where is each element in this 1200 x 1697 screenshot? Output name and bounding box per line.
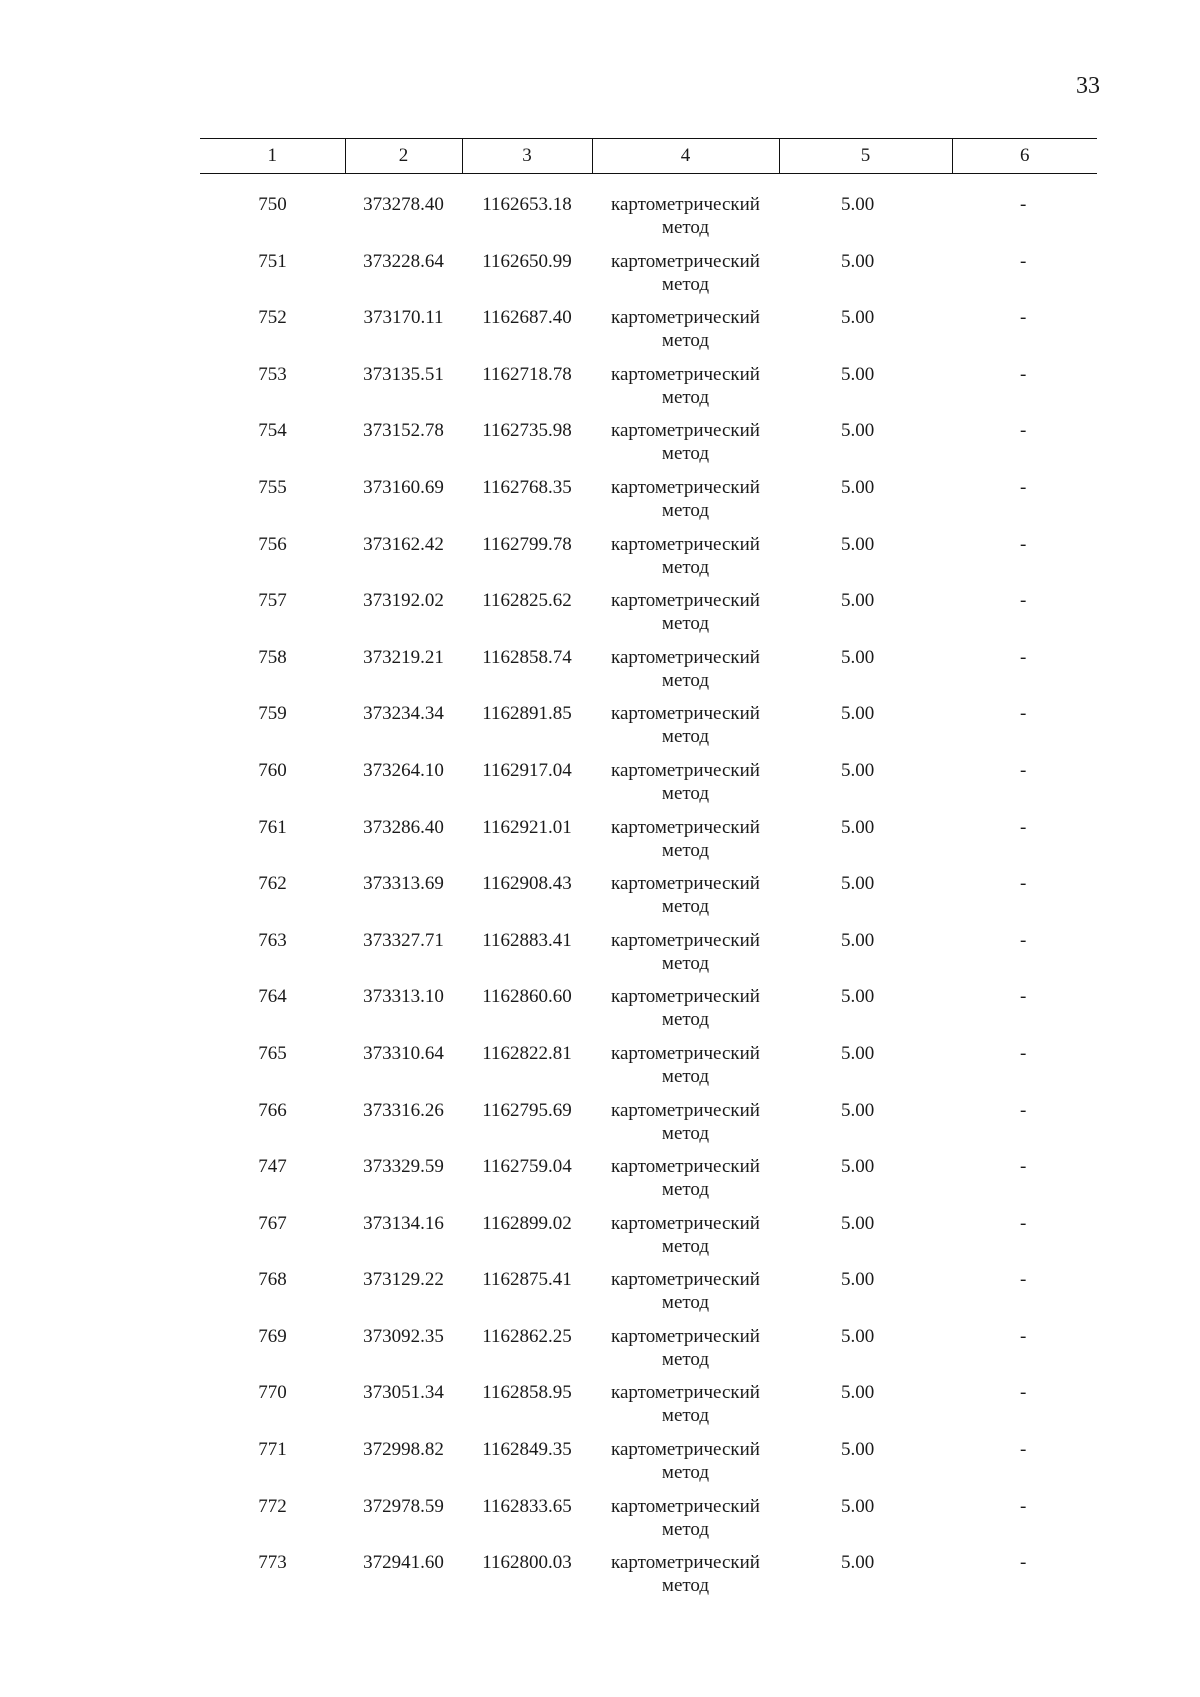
note-cell: - (1020, 533, 1027, 555)
method-line-2: метод (661, 1065, 710, 1087)
point-number-cell: 760 (258, 759, 287, 781)
x-coordinate-cell: 373092.35 (363, 1325, 444, 1347)
method-cell (592, 476, 779, 533)
x-coordinate-cell: 373313.69 (363, 873, 444, 895)
method-line-2: метод (661, 669, 710, 691)
note-cell: - (1020, 1439, 1027, 1461)
note-cell: - (1020, 363, 1027, 385)
method-line-2: метод (661, 1462, 710, 1484)
accuracy-cell: 5.00 (841, 1212, 875, 1234)
method-line-1: картометрический (611, 1212, 760, 1234)
method-line-1: картометрический (611, 1439, 760, 1461)
note-cell: - (1020, 986, 1027, 1008)
x-coordinate-cell: 372978.59 (363, 1495, 444, 1517)
method-line-1: картометрический (611, 1552, 760, 1574)
method-line-1: картометрический (611, 1156, 760, 1178)
point-number-cell: 763 (258, 929, 287, 951)
method-line-2: метод (661, 330, 710, 352)
y-coordinate-cell: 1162799.78 (482, 533, 572, 555)
note-cell: - (1020, 1325, 1027, 1347)
table-row (200, 1495, 1097, 1552)
method-line-1: картометрический (611, 420, 760, 442)
y-coordinate-cell: 1162650.99 (482, 250, 572, 272)
method-cell (592, 363, 779, 420)
note-cell: - (1020, 929, 1027, 951)
x-coordinate-cell: 373327.71 (363, 929, 444, 951)
method-line-1: картометрический (611, 759, 760, 781)
y-coordinate-cell: 1162735.98 (482, 420, 572, 442)
point-number-cell: 754 (258, 420, 287, 442)
method-cell (592, 646, 779, 703)
y-coordinate-cell: 1162917.04 (482, 759, 572, 781)
method-cell (592, 306, 779, 363)
accuracy-cell: 5.00 (841, 929, 875, 951)
x-coordinate-cell: 372998.82 (363, 1439, 444, 1461)
point-number-cell: 755 (258, 476, 287, 498)
accuracy-cell: 5.00 (841, 1269, 875, 1291)
y-coordinate-cell: 1162862.25 (482, 1325, 572, 1347)
y-coordinate-cell: 1162833.65 (482, 1495, 572, 1517)
method-line-2: метод (661, 1235, 710, 1257)
note-cell: - (1020, 1552, 1027, 1574)
table-row (200, 250, 1097, 307)
y-coordinate-cell: 1162718.78 (482, 363, 572, 385)
note-cell: - (1020, 873, 1027, 895)
method-line-1: картометрический (611, 250, 760, 272)
accuracy-cell: 5.00 (841, 1156, 875, 1178)
column-header-4: 4 (592, 139, 779, 174)
y-coordinate-cell: 1162875.41 (482, 1269, 572, 1291)
method-line-2: метод (661, 782, 710, 804)
x-coordinate-cell: 373135.51 (363, 363, 444, 385)
note-cell: - (1020, 590, 1027, 612)
x-coordinate-cell: 373329.59 (363, 1156, 444, 1178)
y-coordinate-cell: 1162800.03 (482, 1552, 572, 1574)
column-header-2: 2 (345, 139, 462, 174)
method-line-2: метод (661, 1518, 710, 1540)
point-number-cell: 765 (258, 1042, 287, 1064)
method-line-2: метод (661, 952, 710, 974)
y-coordinate-cell: 1162860.60 (482, 986, 572, 1008)
note-cell: - (1020, 1042, 1027, 1064)
table-row (200, 363, 1097, 420)
note-cell: - (1020, 759, 1027, 781)
table-row (200, 646, 1097, 703)
method-line-1: картометрический (611, 816, 760, 838)
method-line-1: картометрический (611, 590, 760, 612)
note-cell: - (1020, 1495, 1027, 1517)
method-cell (592, 1495, 779, 1552)
method-cell (592, 929, 779, 986)
y-coordinate-cell: 1162858.74 (482, 646, 572, 668)
method-line-1: картометрический (611, 703, 760, 725)
note-cell: - (1020, 250, 1027, 272)
point-number-cell: 769 (258, 1325, 287, 1347)
table-row (200, 1042, 1097, 1099)
note-cell: - (1020, 476, 1027, 498)
table-row (200, 929, 1097, 986)
table-row (200, 476, 1097, 533)
coordinates-table (200, 138, 1097, 1608)
method-line-1: картометрический (611, 646, 760, 668)
table-row (200, 1438, 1097, 1495)
accuracy-cell: 5.00 (841, 646, 875, 668)
y-coordinate-cell: 1162687.40 (482, 307, 572, 329)
method-line-2: метод (661, 613, 710, 635)
point-number-cell: 758 (258, 646, 287, 668)
method-cell (592, 702, 779, 759)
y-coordinate-cell: 1162849.35 (482, 1439, 572, 1461)
point-number-cell: 766 (258, 1099, 287, 1121)
table-row (200, 174, 1097, 250)
method-line-1: картометрический (611, 873, 760, 895)
accuracy-cell: 5.00 (841, 250, 875, 272)
point-number-cell: 764 (258, 986, 287, 1008)
point-number-cell: 767 (258, 1212, 287, 1234)
method-cell (592, 1438, 779, 1495)
y-coordinate-cell: 1162891.85 (482, 703, 572, 725)
note-cell: - (1020, 1099, 1027, 1121)
y-coordinate-cell: 1162768.35 (482, 476, 572, 498)
method-line-2: метод (661, 726, 710, 748)
point-number-cell: 752 (258, 307, 287, 329)
method-line-2: метод (661, 1405, 710, 1427)
method-line-2: метод (661, 386, 710, 408)
point-number-cell: 759 (258, 703, 287, 725)
y-coordinate-cell: 1162759.04 (482, 1156, 572, 1178)
y-coordinate-cell: 1162921.01 (482, 816, 572, 838)
accuracy-cell: 5.00 (841, 1495, 875, 1517)
column-header-1: 1 (200, 139, 345, 174)
column-header-3: 3 (462, 139, 592, 174)
table-row (200, 816, 1097, 873)
table-row (200, 533, 1097, 590)
method-cell (592, 1042, 779, 1099)
point-number-cell: 770 (258, 1382, 287, 1404)
x-coordinate-cell: 373170.11 (363, 307, 444, 329)
x-coordinate-cell: 373219.21 (363, 646, 444, 668)
point-number-cell: 772 (258, 1495, 287, 1517)
table-row (200, 1551, 1097, 1608)
x-coordinate-cell: 372941.60 (363, 1552, 444, 1574)
y-coordinate-cell: 1162822.81 (482, 1042, 572, 1064)
method-line-1: картометрический (611, 1495, 760, 1517)
method-line-2: метод (661, 1179, 710, 1201)
x-coordinate-cell: 373160.69 (363, 476, 444, 498)
x-coordinate-cell: 373310.64 (363, 1042, 444, 1064)
point-number-cell: 751 (258, 250, 287, 272)
method-line-2: метод (661, 896, 710, 918)
accuracy-cell: 5.00 (841, 194, 875, 215)
note-cell: - (1020, 194, 1027, 215)
point-number-cell: 750 (258, 194, 287, 215)
y-coordinate-cell: 1162899.02 (482, 1212, 572, 1234)
accuracy-cell: 5.00 (841, 1382, 875, 1404)
table-row (200, 1381, 1097, 1438)
accuracy-cell: 5.00 (841, 816, 875, 838)
method-line-1: картометрический (611, 1269, 760, 1291)
accuracy-cell: 5.00 (841, 986, 875, 1008)
x-coordinate-cell: 373051.34 (363, 1382, 444, 1404)
method-line-1: картометрический (611, 533, 760, 555)
table-row (200, 589, 1097, 646)
method-cell (592, 985, 779, 1042)
method-cell (592, 1212, 779, 1269)
method-cell (592, 1099, 779, 1156)
point-number-cell: 762 (258, 873, 287, 895)
y-coordinate-cell: 1162883.41 (482, 929, 572, 951)
table-row (200, 872, 1097, 929)
method-cell (592, 759, 779, 816)
table-header-row (200, 139, 1097, 174)
accuracy-cell: 5.00 (841, 759, 875, 781)
x-coordinate-cell: 373264.10 (363, 759, 444, 781)
point-number-cell: 768 (258, 1269, 287, 1291)
x-coordinate-cell: 373228.64 (363, 250, 444, 272)
method-cell (592, 1381, 779, 1438)
table-row (200, 1325, 1097, 1382)
table-row (200, 759, 1097, 816)
method-cell (592, 533, 779, 590)
accuracy-cell: 5.00 (841, 363, 875, 385)
method-cell (592, 872, 779, 929)
table-row (200, 1212, 1097, 1269)
x-coordinate-cell: 373316.26 (363, 1099, 444, 1121)
accuracy-cell: 5.00 (841, 1439, 875, 1461)
coordinates-table-container (200, 138, 1097, 1608)
table-row (200, 306, 1097, 363)
method-cell (592, 816, 779, 873)
method-line-2: метод (661, 499, 710, 521)
method-line-2: метод (661, 217, 710, 238)
note-cell: - (1020, 1156, 1027, 1178)
y-coordinate-cell: 1162653.18 (482, 194, 572, 215)
table-row (200, 985, 1097, 1042)
x-coordinate-cell: 373152.78 (363, 420, 444, 442)
method-line-2: метод (661, 273, 710, 295)
method-line-1: картометрический (611, 1099, 760, 1121)
method-line-1: картометрический (611, 1042, 760, 1064)
method-cell (592, 1551, 779, 1608)
accuracy-cell: 5.00 (841, 476, 875, 498)
method-line-2: метод (661, 839, 710, 861)
note-cell: - (1020, 307, 1027, 329)
method-line-1: картометрический (611, 476, 760, 498)
method-cell (592, 419, 779, 476)
method-cell (592, 250, 779, 307)
table-row (200, 702, 1097, 759)
method-line-1: картометрический (611, 986, 760, 1008)
x-coordinate-cell: 373162.42 (363, 533, 444, 555)
accuracy-cell: 5.00 (841, 1042, 875, 1064)
y-coordinate-cell: 1162908.43 (482, 873, 572, 895)
x-coordinate-cell: 373234.34 (363, 703, 444, 725)
accuracy-cell: 5.00 (841, 307, 875, 329)
method-line-1: картометрический (611, 1382, 760, 1404)
y-coordinate-cell: 1162858.95 (482, 1382, 572, 1404)
point-number-cell: 771 (258, 1439, 287, 1461)
note-cell: - (1020, 816, 1027, 838)
point-number-cell: 756 (258, 533, 287, 555)
note-cell: - (1020, 420, 1027, 442)
column-header-5: 5 (779, 139, 952, 174)
x-coordinate-cell: 373129.22 (363, 1269, 444, 1291)
table-row (200, 419, 1097, 476)
accuracy-cell: 5.00 (841, 533, 875, 555)
accuracy-cell: 5.00 (841, 420, 875, 442)
y-coordinate-cell: 1162825.62 (482, 590, 572, 612)
method-cell (592, 589, 779, 646)
accuracy-cell: 5.00 (841, 873, 875, 895)
table-row (200, 1099, 1097, 1156)
column-header-6: 6 (952, 139, 1097, 174)
note-cell: - (1020, 703, 1027, 725)
x-coordinate-cell: 373192.02 (363, 590, 444, 612)
method-line-1: картометрический (611, 307, 760, 329)
method-line-2: метод (661, 1122, 710, 1144)
note-cell: - (1020, 1212, 1027, 1234)
method-cell (592, 1268, 779, 1325)
method-line-2: метод (661, 443, 710, 465)
accuracy-cell: 5.00 (841, 1552, 875, 1574)
x-coordinate-cell: 373286.40 (363, 816, 444, 838)
method-line-2: метод (661, 1292, 710, 1314)
method-line-1: картометрический (611, 929, 760, 951)
table-row (200, 1268, 1097, 1325)
point-number-cell: 761 (258, 816, 287, 838)
method-line-1: картометрический (611, 194, 760, 215)
method-line-1: картометрический (611, 1325, 760, 1347)
note-cell: - (1020, 1269, 1027, 1291)
y-coordinate-cell: 1162795.69 (482, 1099, 572, 1121)
accuracy-cell: 5.00 (841, 590, 875, 612)
method-cell (592, 1155, 779, 1212)
method-line-1: картометрический (611, 363, 760, 385)
accuracy-cell: 5.00 (841, 703, 875, 725)
x-coordinate-cell: 373134.16 (363, 1212, 444, 1234)
note-cell: - (1020, 1382, 1027, 1404)
accuracy-cell: 5.00 (841, 1099, 875, 1121)
table-row (200, 1155, 1097, 1212)
x-coordinate-cell: 373313.10 (363, 986, 444, 1008)
point-number-cell: 757 (258, 590, 287, 612)
note-cell: - (1020, 646, 1027, 668)
point-number-cell: 747 (258, 1156, 287, 1178)
method-line-2: метод (661, 1575, 710, 1597)
point-number-cell: 753 (258, 363, 287, 385)
method-line-2: метод (661, 556, 710, 578)
table-body (200, 174, 1097, 1608)
point-number-cell: 773 (258, 1552, 287, 1574)
method-cell (592, 174, 779, 250)
page-number: 33 (1076, 73, 1100, 99)
method-line-2: метод (661, 1348, 710, 1370)
method-line-2: метод (661, 1009, 710, 1031)
accuracy-cell: 5.00 (841, 1325, 875, 1347)
x-coordinate-cell: 373278.40 (363, 194, 444, 215)
method-cell (592, 1325, 779, 1382)
